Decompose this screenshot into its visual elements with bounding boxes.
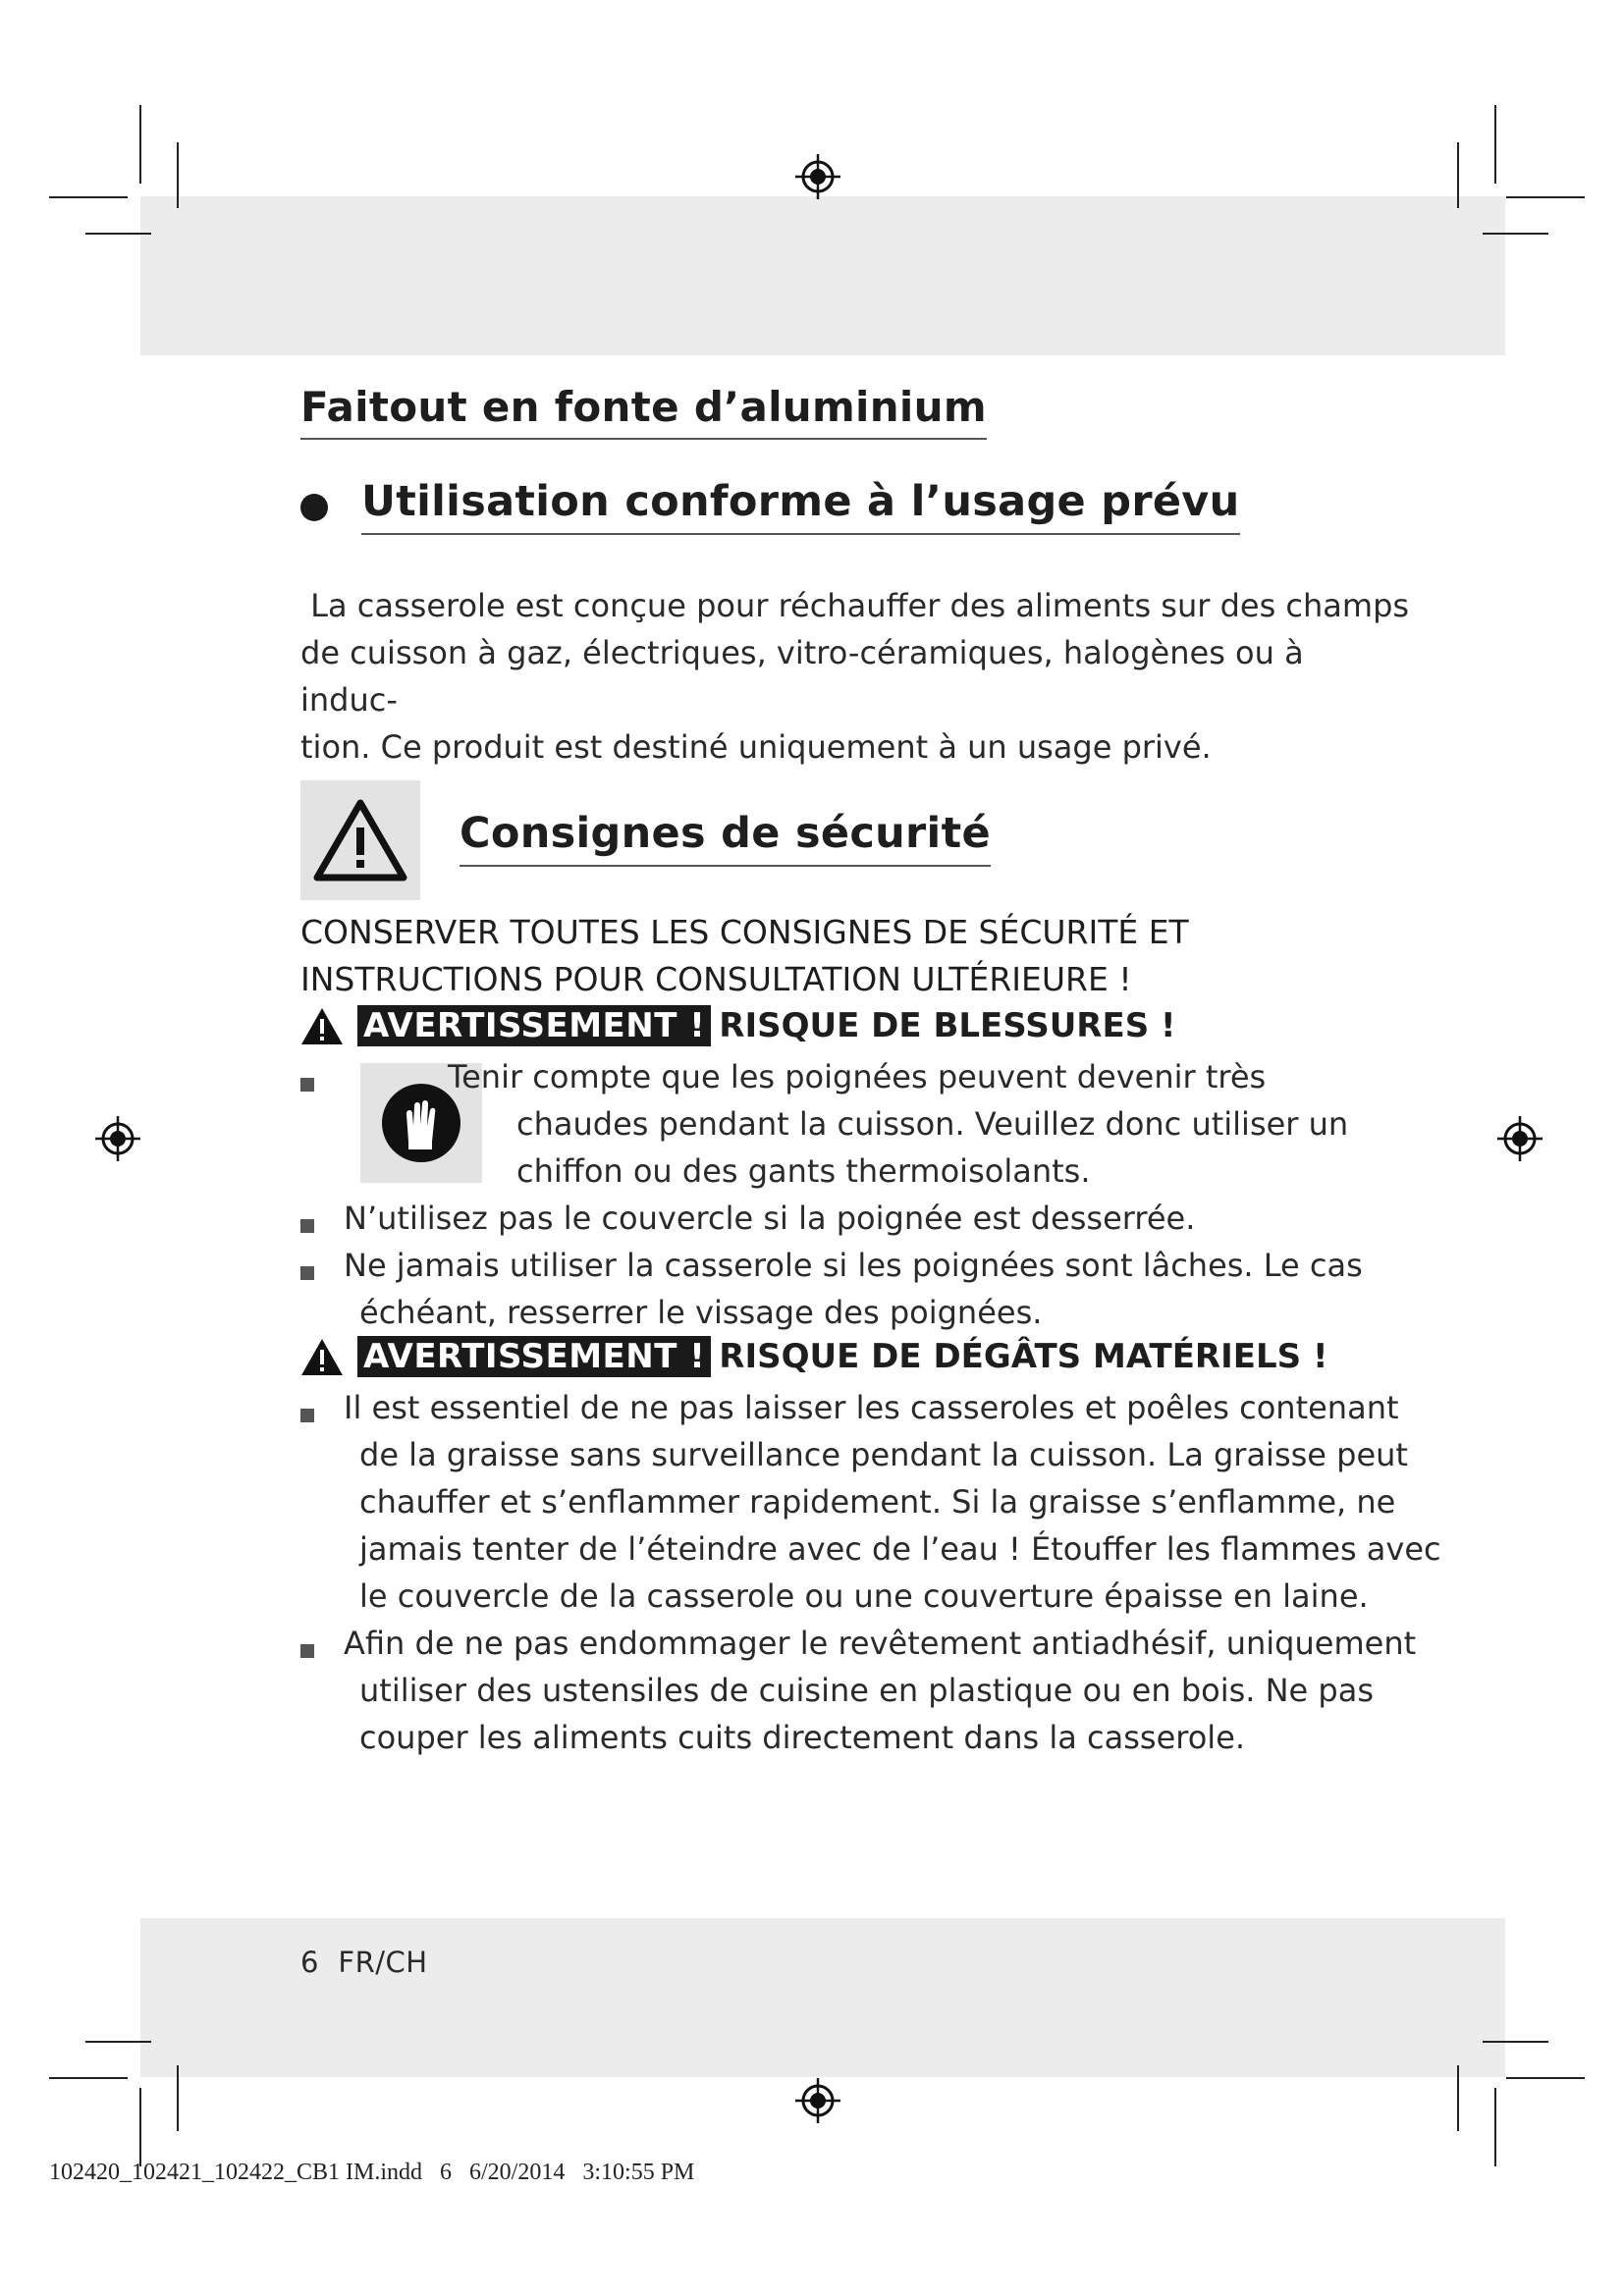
crop-mark: [1494, 2088, 1496, 2166]
crop-mark: [1457, 2065, 1459, 2131]
crop-mark: [177, 142, 179, 208]
item-line: le couvercle de la casserole ou une couverture épaisse en laine.: [359, 1577, 1369, 1615]
item-line: Afin de ne pas endommager le revêtement antiadhésif, uniquement: [344, 1625, 1417, 1662]
item-line: de la graisse sans surveillance pendant la cuisson. La graisse peut: [359, 1436, 1408, 1473]
paragraph-line: tion. Ce produit est destiné uniquement à un usage privé.: [300, 728, 1212, 766]
warning-triangle-icon: [300, 780, 420, 900]
item-line: jamais tenter de l’éteindre avec de l’eau ! Étouffer les flammes avec: [359, 1530, 1441, 1568]
warning-badge: AVERTISSEMENT !: [357, 1336, 711, 1377]
item-line: N’utilisez pas le couvercle si la poignée est desserrée.: [344, 1200, 1196, 1237]
caps-line: CONSERVER TOUTES LES CONSIGNES DE SÉCURITÉ ET: [300, 913, 1189, 951]
registration-mark-icon: [793, 2076, 842, 2125]
registration-mark-icon: [1495, 1114, 1544, 1163]
bullet-icon: [300, 1644, 314, 1658]
item-line: chauffer et s’enflammer rapidement. Si la graisse s’enflamme, ne: [359, 1483, 1396, 1521]
paragraph-line: La casserole est conçue pour réchauffer des aliments sur des champs: [300, 587, 1410, 624]
keep-instructions: [300, 909, 1380, 1003]
item-line: Tenir compte que les poignées peuvent devenir très: [448, 1058, 1267, 1095]
bullet-icon: [300, 1219, 314, 1233]
crop-mark: [1494, 105, 1496, 184]
crop-mark: [139, 105, 141, 184]
crop-mark: [85, 233, 151, 235]
warning-icon: [300, 1337, 344, 1376]
bullet-icon: [300, 1266, 314, 1280]
crop-mark: [1506, 2077, 1585, 2079]
warning-text: RISQUE DE DÉGÂTS MATÉRIELS !: [719, 1337, 1328, 1376]
item-line: échéant, resserrer le vissage des poignées.: [359, 1294, 1043, 1331]
page-title: Faitout en fonte d’aluminium: [300, 385, 987, 440]
caps-line: INSTRUCTIONS POUR CONSULTATION ULTÉRIEURE !: [300, 960, 1132, 998]
usage-heading: Utilisation conforme à l’usage prévu: [361, 479, 1240, 535]
header-band: [140, 196, 1505, 355]
crop-mark: [49, 2077, 128, 2079]
crop-mark: [85, 2041, 151, 2043]
crop-mark: [177, 2065, 179, 2131]
registration-mark-icon: [793, 152, 842, 201]
registration-mark-icon: [93, 1114, 142, 1163]
crop-mark: [1457, 142, 1459, 208]
crop-mark: [1506, 196, 1585, 198]
print-slug: 102420_102421_102422_CB1 IM.indd 6 6/20/2014 3:10:55 PM: [49, 2160, 695, 2185]
item-line: chiffon ou des gants thermoisolants.: [516, 1152, 1091, 1190]
warning-text: RISQUE DE BLESSURES !: [719, 1006, 1176, 1045]
bullet-icon: [300, 1078, 314, 1092]
paragraph-line: de cuisson à gaz, électriques, vitro-céramiques, halogènes ou à induc-: [300, 634, 1304, 719]
bullet-icon: [300, 494, 328, 521]
safety-heading: Consignes de sécurité: [460, 811, 991, 867]
warning-injury: [300, 1005, 1176, 1046]
warning-material-damage: [300, 1336, 1327, 1377]
item-line: chaudes pendant la cuisson. Veuillez donc utiliser un: [516, 1105, 1349, 1143]
bullet-icon: [300, 1409, 314, 1422]
usage-heading-row: [300, 479, 1240, 535]
warning-icon: [300, 1006, 344, 1045]
warning-badge: AVERTISSEMENT !: [357, 1005, 711, 1046]
page-number: 6 FR/CH: [300, 1946, 428, 1979]
item-line: Ne jamais utiliser la casserole si les poignées sont lâches. Le cas: [344, 1247, 1363, 1284]
crop-mark: [1483, 2041, 1548, 2043]
crop-mark: [1483, 233, 1548, 235]
item-line: couper les aliments cuits directement dans la casserole.: [359, 1719, 1246, 1756]
footer-band: [140, 1918, 1505, 2077]
crop-mark: [49, 196, 128, 198]
usage-paragraph: [300, 582, 1410, 771]
crop-mark: [139, 2088, 141, 2166]
item-line: Il est essentiel de ne pas laisser les casseroles et poêles contenant: [344, 1389, 1399, 1426]
item-line: utiliser des ustensiles de cuisine en plastique ou en bois. Ne pas: [359, 1672, 1374, 1709]
